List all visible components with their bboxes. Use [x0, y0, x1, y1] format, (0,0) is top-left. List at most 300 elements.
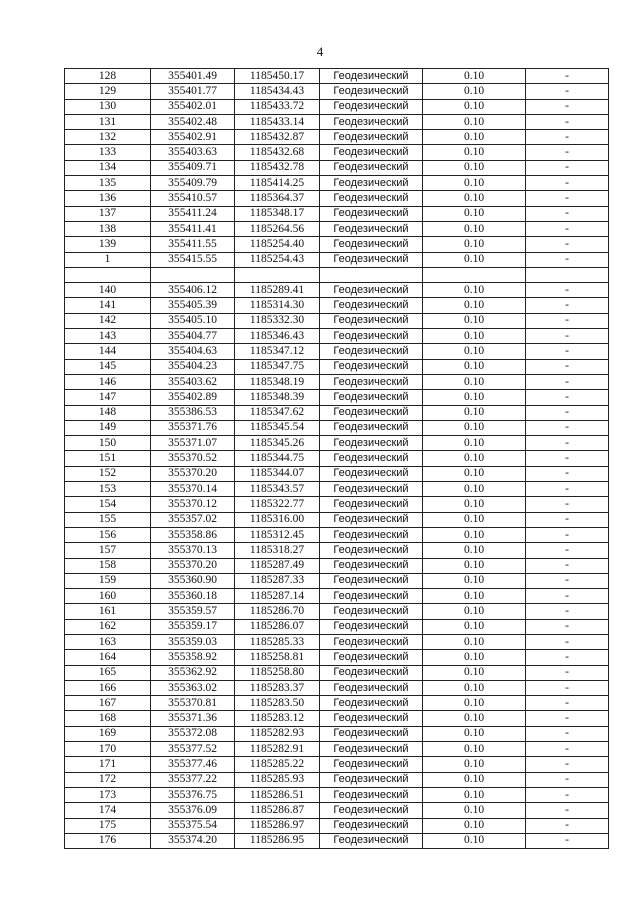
point-number-cell: 168	[65, 711, 151, 726]
point-number-cell: 158	[65, 558, 151, 573]
note-cell: -	[526, 145, 609, 160]
accuracy-cell: 0.10	[423, 420, 526, 435]
y-coordinate-cell: 1185289.41	[235, 283, 320, 298]
x-coordinate-cell: 355359.17	[151, 619, 235, 634]
accuracy-cell: 0.10	[423, 543, 526, 558]
x-coordinate-cell: 355377.52	[151, 742, 235, 757]
y-coordinate-cell: 1185344.07	[235, 466, 320, 481]
note-cell	[526, 267, 609, 282]
x-coordinate-cell: 355371.76	[151, 420, 235, 435]
y-coordinate-cell: 1185433.72	[235, 99, 320, 114]
x-coordinate-cell: 355359.57	[151, 604, 235, 619]
point-number-cell: 157	[65, 543, 151, 558]
x-coordinate-cell: 355411.41	[151, 221, 235, 236]
point-number-cell: 169	[65, 726, 151, 741]
accuracy-cell: 0.10	[423, 145, 526, 160]
point-number-cell: 146	[65, 374, 151, 389]
method-cell: Геодезический	[320, 329, 423, 344]
point-number-cell: 142	[65, 313, 151, 328]
point-number-cell: 153	[65, 482, 151, 497]
method-cell: Геодезический	[320, 711, 423, 726]
note-cell: -	[526, 726, 609, 741]
y-coordinate-cell: 1185283.12	[235, 711, 320, 726]
y-coordinate-cell: 1185322.77	[235, 497, 320, 512]
note-cell: -	[526, 283, 609, 298]
point-number-cell: 145	[65, 359, 151, 374]
point-number-cell: 165	[65, 665, 151, 680]
x-coordinate-cell: 355405.39	[151, 298, 235, 313]
accuracy-cell: 0.10	[423, 237, 526, 252]
method-cell: Геодезический	[320, 497, 423, 512]
method-cell: Геодезический	[320, 221, 423, 236]
x-coordinate-cell: 355405.10	[151, 313, 235, 328]
accuracy-cell: 0.10	[423, 176, 526, 191]
note-cell: -	[526, 680, 609, 695]
y-coordinate-cell: 1185264.56	[235, 221, 320, 236]
table-row	[65, 237, 609, 252]
y-coordinate-cell: 1185283.37	[235, 680, 320, 695]
table-row	[65, 604, 609, 619]
y-coordinate-cell: 1185258.81	[235, 650, 320, 665]
y-coordinate-cell: 1185286.70	[235, 604, 320, 619]
point-number-cell: 174	[65, 803, 151, 818]
note-cell: -	[526, 329, 609, 344]
point-number-cell: 134	[65, 160, 151, 175]
note-cell: -	[526, 573, 609, 588]
table-row	[65, 221, 609, 236]
note-cell: -	[526, 543, 609, 558]
accuracy-cell: 0.10	[423, 130, 526, 145]
y-coordinate-cell: 1185286.51	[235, 787, 320, 802]
x-coordinate-cell: 355374.20	[151, 833, 235, 848]
note-cell: -	[526, 130, 609, 145]
y-coordinate-cell: 1185285.22	[235, 757, 320, 772]
x-coordinate-cell: 355402.91	[151, 130, 235, 145]
y-coordinate-cell: 1185287.14	[235, 589, 320, 604]
x-coordinate-cell: 355376.09	[151, 803, 235, 818]
x-coordinate-cell: 355410.57	[151, 191, 235, 206]
note-cell: -	[526, 176, 609, 191]
accuracy-cell: 0.10	[423, 497, 526, 512]
x-coordinate-cell: 355377.22	[151, 772, 235, 787]
y-coordinate-cell: 1185345.26	[235, 436, 320, 451]
point-number-cell: 152	[65, 466, 151, 481]
point-number-cell: 173	[65, 787, 151, 802]
y-coordinate-cell: 1185347.12	[235, 344, 320, 359]
point-number-cell: 151	[65, 451, 151, 466]
table-row	[65, 344, 609, 359]
accuracy-cell: 0.10	[423, 84, 526, 99]
note-cell: -	[526, 191, 609, 206]
note-cell: -	[526, 390, 609, 405]
accuracy-cell: 0.10	[423, 221, 526, 236]
x-coordinate-cell: 355402.48	[151, 114, 235, 129]
method-cell: Геодезический	[320, 803, 423, 818]
method-cell: Геодезический	[320, 359, 423, 374]
note-cell: -	[526, 466, 609, 481]
y-coordinate-cell: 1185348.17	[235, 206, 320, 221]
table-row	[65, 787, 609, 802]
y-coordinate-cell: 1185286.07	[235, 619, 320, 634]
accuracy-cell: 0.10	[423, 742, 526, 757]
method-cell: Геодезический	[320, 160, 423, 175]
x-coordinate-cell: 355411.55	[151, 237, 235, 252]
table-row	[65, 405, 609, 420]
point-number-cell: 164	[65, 650, 151, 665]
x-coordinate-cell: 355372.08	[151, 726, 235, 741]
accuracy-cell: 0.10	[423, 665, 526, 680]
x-coordinate-cell: 355370.12	[151, 497, 235, 512]
method-cell: Геодезический	[320, 726, 423, 741]
y-coordinate-cell: 1185348.19	[235, 374, 320, 389]
table-row	[65, 573, 609, 588]
accuracy-cell: 0.10	[423, 206, 526, 221]
method-cell: Геодезический	[320, 543, 423, 558]
method-cell: Геодезический	[320, 787, 423, 802]
y-coordinate-cell: 1185286.95	[235, 833, 320, 848]
x-coordinate-cell: 355370.14	[151, 482, 235, 497]
x-coordinate-cell: 355403.63	[151, 145, 235, 160]
x-coordinate-cell: 355409.71	[151, 160, 235, 175]
accuracy-cell: 0.10	[423, 359, 526, 374]
note-cell: -	[526, 772, 609, 787]
accuracy-cell: 0.10	[423, 558, 526, 573]
accuracy-cell: 0.10	[423, 634, 526, 649]
accuracy-cell: 0.10	[423, 69, 526, 84]
note-cell: -	[526, 420, 609, 435]
table-row	[65, 803, 609, 818]
method-cell: Геодезический	[320, 619, 423, 634]
note-cell: -	[526, 558, 609, 573]
method-cell: Геодезический	[320, 420, 423, 435]
x-coordinate-cell: 355411.24	[151, 206, 235, 221]
table-row	[65, 130, 609, 145]
table-row	[65, 650, 609, 665]
point-number-cell: 148	[65, 405, 151, 420]
page-number: 4	[316, 44, 324, 59]
y-coordinate-cell: 1185316.00	[235, 512, 320, 527]
table-row	[65, 742, 609, 757]
method-cell: Геодезический	[320, 344, 423, 359]
note-cell: -	[526, 237, 609, 252]
point-number-cell: 150	[65, 436, 151, 451]
x-coordinate-cell: 355360.90	[151, 573, 235, 588]
table-row	[65, 451, 609, 466]
accuracy-cell: 0.10	[423, 650, 526, 665]
note-cell: -	[526, 497, 609, 512]
method-cell: Геодезический	[320, 527, 423, 542]
note-cell: -	[526, 405, 609, 420]
accuracy-cell: 0.10	[423, 573, 526, 588]
x-coordinate-cell: 355402.89	[151, 390, 235, 405]
point-number-cell: 135	[65, 176, 151, 191]
table-row	[65, 69, 609, 84]
table-row	[65, 711, 609, 726]
y-coordinate-cell: 1185314.30	[235, 298, 320, 313]
method-cell: Геодезический	[320, 252, 423, 267]
x-coordinate-cell	[151, 267, 235, 282]
note-cell: -	[526, 359, 609, 374]
table-row	[65, 619, 609, 634]
table-row	[65, 298, 609, 313]
table-row	[65, 497, 609, 512]
y-coordinate-cell: 1185258.80	[235, 665, 320, 680]
table-row	[65, 833, 609, 848]
y-coordinate-cell: 1185254.43	[235, 252, 320, 267]
x-coordinate-cell: 355377.46	[151, 757, 235, 772]
x-coordinate-cell: 355386.53	[151, 405, 235, 420]
y-coordinate-cell: 1185282.91	[235, 742, 320, 757]
note-cell: -	[526, 221, 609, 236]
note-cell: -	[526, 482, 609, 497]
accuracy-cell: 0.10	[423, 757, 526, 772]
point-number-cell: 141	[65, 298, 151, 313]
y-coordinate-cell: 1185345.54	[235, 420, 320, 435]
method-cell: Геодезический	[320, 130, 423, 145]
method-cell: Геодезический	[320, 237, 423, 252]
table-row	[65, 482, 609, 497]
table-row	[65, 543, 609, 558]
method-cell: Геодезический	[320, 757, 423, 772]
note-cell: -	[526, 619, 609, 634]
point-number-cell: 156	[65, 527, 151, 542]
method-cell: Геодезический	[320, 99, 423, 114]
y-coordinate-cell: 1185348.39	[235, 390, 320, 405]
x-coordinate-cell: 355358.86	[151, 527, 235, 542]
method-cell: Геодезический	[320, 206, 423, 221]
y-coordinate-cell: 1185432.87	[235, 130, 320, 145]
point-number-cell: 167	[65, 696, 151, 711]
x-coordinate-cell: 355376.75	[151, 787, 235, 802]
point-number-cell: 166	[65, 680, 151, 695]
point-number-cell: 172	[65, 772, 151, 787]
y-coordinate-cell: 1185432.78	[235, 160, 320, 175]
method-cell: Геодезический	[320, 696, 423, 711]
method-cell: Геодезический	[320, 482, 423, 497]
point-number-cell: 1	[65, 252, 151, 267]
accuracy-cell: 0.10	[423, 390, 526, 405]
x-coordinate-cell: 355357.02	[151, 512, 235, 527]
point-number-cell: 144	[65, 344, 151, 359]
accuracy-cell	[423, 267, 526, 282]
table-row	[65, 420, 609, 435]
accuracy-cell: 0.10	[423, 466, 526, 481]
note-cell: -	[526, 589, 609, 604]
y-coordinate-cell: 1185286.87	[235, 803, 320, 818]
note-cell: -	[526, 451, 609, 466]
method-cell: Геодезический	[320, 818, 423, 833]
point-number-cell: 137	[65, 206, 151, 221]
point-number-cell: 154	[65, 497, 151, 512]
y-coordinate-cell: 1185343.57	[235, 482, 320, 497]
accuracy-cell: 0.10	[423, 711, 526, 726]
note-cell: -	[526, 69, 609, 84]
method-cell: Геодезический	[320, 634, 423, 649]
table-row	[65, 589, 609, 604]
note-cell: -	[526, 696, 609, 711]
table-row	[65, 252, 609, 267]
point-number-cell: 143	[65, 329, 151, 344]
method-cell: Геодезический	[320, 69, 423, 84]
y-coordinate-cell: 1185347.62	[235, 405, 320, 420]
note-cell: -	[526, 527, 609, 542]
x-coordinate-cell: 355370.20	[151, 466, 235, 481]
accuracy-cell: 0.10	[423, 680, 526, 695]
method-cell: Геодезический	[320, 665, 423, 680]
point-number-cell: 160	[65, 589, 151, 604]
table-row	[65, 680, 609, 695]
y-coordinate-cell: 1185346.43	[235, 329, 320, 344]
x-coordinate-cell: 355370.52	[151, 451, 235, 466]
point-number-cell: 132	[65, 130, 151, 145]
x-coordinate-cell: 355402.01	[151, 99, 235, 114]
method-cell: Геодезический	[320, 390, 423, 405]
method-cell: Геодезический	[320, 772, 423, 787]
accuracy-cell: 0.10	[423, 696, 526, 711]
table-row	[65, 558, 609, 573]
accuracy-cell: 0.10	[423, 512, 526, 527]
table-row	[65, 512, 609, 527]
accuracy-cell: 0.10	[423, 436, 526, 451]
method-cell: Геодезический	[320, 374, 423, 389]
accuracy-cell: 0.10	[423, 374, 526, 389]
method-cell: Геодезический	[320, 84, 423, 99]
note-cell: -	[526, 344, 609, 359]
accuracy-cell: 0.10	[423, 527, 526, 542]
y-coordinate-cell: 1185285.93	[235, 772, 320, 787]
x-coordinate-cell: 355370.81	[151, 696, 235, 711]
x-coordinate-cell: 355371.07	[151, 436, 235, 451]
y-coordinate-cell: 1185283.50	[235, 696, 320, 711]
table-row	[65, 466, 609, 481]
note-cell: -	[526, 604, 609, 619]
x-coordinate-cell: 355406.12	[151, 283, 235, 298]
point-number-cell	[65, 267, 151, 282]
x-coordinate-cell: 355360.18	[151, 589, 235, 604]
table-row	[65, 390, 609, 405]
note-cell: -	[526, 634, 609, 649]
table-row	[65, 160, 609, 175]
x-coordinate-cell: 355401.49	[151, 69, 235, 84]
note-cell: -	[526, 298, 609, 313]
x-coordinate-cell: 355370.20	[151, 558, 235, 573]
method-cell: Геодезический	[320, 283, 423, 298]
accuracy-cell: 0.10	[423, 451, 526, 466]
point-number-cell: 129	[65, 84, 151, 99]
y-coordinate-cell: 1185254.40	[235, 237, 320, 252]
accuracy-cell: 0.10	[423, 803, 526, 818]
accuracy-cell: 0.10	[423, 329, 526, 344]
point-number-cell: 138	[65, 221, 151, 236]
y-coordinate-cell: 1185347.75	[235, 359, 320, 374]
y-coordinate-cell: 1185282.93	[235, 726, 320, 741]
note-cell: -	[526, 803, 609, 818]
x-coordinate-cell: 355404.23	[151, 359, 235, 374]
table-row	[65, 191, 609, 206]
coordinates-table	[64, 68, 609, 849]
method-cell: Геодезический	[320, 512, 423, 527]
y-coordinate-cell: 1185312.45	[235, 527, 320, 542]
method-cell: Геодезический	[320, 558, 423, 573]
x-coordinate-cell: 355370.13	[151, 543, 235, 558]
table-row	[65, 436, 609, 451]
point-number-cell: 163	[65, 634, 151, 649]
table-row	[65, 267, 609, 282]
method-cell: Геодезический	[320, 451, 423, 466]
point-number-cell: 147	[65, 390, 151, 405]
accuracy-cell: 0.10	[423, 99, 526, 114]
table-row	[65, 634, 609, 649]
table-row	[65, 84, 609, 99]
accuracy-cell: 0.10	[423, 298, 526, 313]
y-coordinate-cell: 1185318.27	[235, 543, 320, 558]
x-coordinate-cell: 355403.62	[151, 374, 235, 389]
method-cell: Геодезический	[320, 833, 423, 848]
x-coordinate-cell: 355363.02	[151, 680, 235, 695]
table-row	[65, 772, 609, 787]
y-coordinate-cell: 1185364.37	[235, 191, 320, 206]
point-number-cell: 162	[65, 619, 151, 634]
table-row	[65, 114, 609, 129]
note-cell: -	[526, 99, 609, 114]
point-number-cell: 176	[65, 833, 151, 848]
x-coordinate-cell: 355404.63	[151, 344, 235, 359]
method-cell: Геодезический	[320, 573, 423, 588]
x-coordinate-cell: 355415.55	[151, 252, 235, 267]
table-row	[65, 176, 609, 191]
method-cell: Геодезический	[320, 313, 423, 328]
table-row	[65, 145, 609, 160]
accuracy-cell: 0.10	[423, 482, 526, 497]
note-cell: -	[526, 787, 609, 802]
accuracy-cell: 0.10	[423, 726, 526, 741]
table-row	[65, 283, 609, 298]
table-row	[65, 696, 609, 711]
point-number-cell: 149	[65, 420, 151, 435]
point-number-cell: 130	[65, 99, 151, 114]
table-row	[65, 359, 609, 374]
x-coordinate-cell: 355409.79	[151, 176, 235, 191]
y-coordinate-cell: 1185285.33	[235, 634, 320, 649]
accuracy-cell: 0.10	[423, 589, 526, 604]
accuracy-cell: 0.10	[423, 313, 526, 328]
accuracy-cell: 0.10	[423, 405, 526, 420]
method-cell: Геодезический	[320, 650, 423, 665]
table-row	[65, 726, 609, 741]
accuracy-cell: 0.10	[423, 604, 526, 619]
note-cell: -	[526, 160, 609, 175]
method-cell: Геодезический	[320, 680, 423, 695]
accuracy-cell: 0.10	[423, 344, 526, 359]
x-coordinate-cell: 355362.92	[151, 665, 235, 680]
method-cell: Геодезический	[320, 191, 423, 206]
y-coordinate-cell: 1185286.97	[235, 818, 320, 833]
accuracy-cell: 0.10	[423, 283, 526, 298]
note-cell: -	[526, 374, 609, 389]
point-number-cell: 139	[65, 237, 151, 252]
y-coordinate-cell: 1185332.30	[235, 313, 320, 328]
method-cell: Геодезический	[320, 114, 423, 129]
y-coordinate-cell: 1185287.49	[235, 558, 320, 573]
x-coordinate-cell: 355359.03	[151, 634, 235, 649]
note-cell: -	[526, 313, 609, 328]
note-cell: -	[526, 757, 609, 772]
x-coordinate-cell: 355404.77	[151, 329, 235, 344]
note-cell: -	[526, 711, 609, 726]
y-coordinate-cell: 1185344.75	[235, 451, 320, 466]
point-number-cell: 128	[65, 69, 151, 84]
y-coordinate-cell: 1185414.25	[235, 176, 320, 191]
